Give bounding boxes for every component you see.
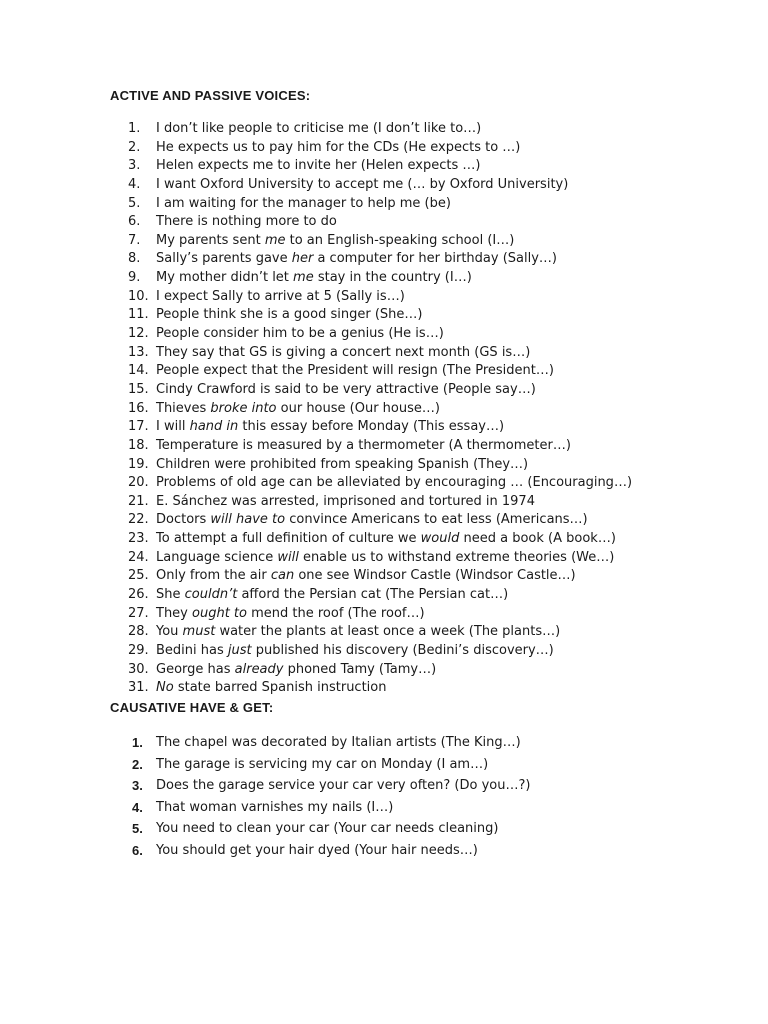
text-segment: I expect Sally to arrive at 5 (Sally is…): [156, 288, 405, 304]
item-text: [156, 493, 535, 512]
item-number: 5.: [132, 821, 143, 837]
item-number: 4.: [128, 176, 141, 192]
item-number: 28.: [128, 624, 149, 640]
item-text: [156, 418, 504, 437]
item-number: 10.: [128, 288, 149, 304]
item-text: [156, 344, 530, 363]
text-segment: People think she is a good singer (She…): [156, 307, 423, 323]
item-number: 19.: [128, 456, 149, 472]
item-text: [156, 567, 576, 586]
text-segment: The garage is servicing my car on Monday (I am…): [156, 756, 489, 772]
item-text: [156, 437, 571, 456]
text-segment: published his discovery (Bedini’s discovery…): [251, 642, 554, 658]
item-number: 3.: [128, 158, 141, 174]
emphasized-text: me: [293, 270, 314, 286]
item-number: 1.: [132, 735, 143, 750]
item-number: 8.: [128, 251, 141, 267]
text-segment: I will: [156, 419, 190, 435]
text-segment: They say that GS is giving a concert next month (GS is…): [156, 344, 531, 360]
section-heading-causative: CAUSATIVE HAVE & GET:: [110, 700, 274, 715]
emphasized-text: must: [182, 624, 216, 640]
text-segment: People expect that the President will resign (The President…): [156, 363, 554, 379]
item-text: [156, 325, 444, 344]
text-segment: I don’t like people to criticise me (I don’t like to…): [156, 121, 482, 136]
text-segment: Does the garage service your car very often? (Do you…?): [156, 778, 531, 794]
item-text: [156, 732, 521, 754]
item-number: 7.: [128, 232, 141, 248]
text-segment: Doctors: [156, 512, 211, 528]
item-text: [156, 586, 508, 605]
text-segment: a computer for her birthday (Sally…): [313, 251, 557, 267]
item-text: [156, 661, 436, 680]
item-number: 26.: [128, 587, 149, 603]
emphasized-text: ought to: [192, 605, 247, 621]
emphasized-text: will have to: [210, 512, 286, 528]
text-segment: one see Windsor Castle (Windsor Castle…): [294, 568, 576, 584]
item-number: 11.: [128, 307, 149, 323]
text-segment: Language science: [156, 549, 278, 565]
text-segment: My parents sent: [156, 232, 265, 248]
item-text: [156, 306, 422, 325]
text-segment: Only from the air: [156, 568, 271, 584]
item-text: [156, 549, 614, 568]
item-number: 16.: [128, 400, 149, 416]
item-number: 15.: [128, 381, 149, 397]
item-number: 22.: [128, 512, 149, 528]
item-number: 31.: [128, 680, 149, 696]
text-segment: enable us to withstand extreme theories (We…): [298, 549, 615, 565]
emphasized-text: would: [420, 531, 460, 547]
emphasized-text: her: [291, 251, 314, 267]
item-number: 6.: [132, 842, 143, 858]
item-text: [156, 818, 498, 840]
text-segment: this essay before Monday (This essay…): [238, 419, 505, 435]
text-segment: Cindy Crawford is said to be very attractive (People say…): [156, 381, 536, 397]
text-segment: Sally’s parents gave: [156, 251, 292, 267]
item-text: [156, 269, 472, 288]
item-text: [156, 775, 530, 797]
item-text: [156, 840, 478, 862]
item-text: [156, 400, 440, 419]
text-segment: to an English-speaking school (I…): [285, 232, 515, 248]
item-number: 25.: [128, 568, 149, 584]
item-text: [156, 605, 425, 624]
item-number: 1.: [128, 121, 141, 136]
text-segment: Temperature is measured by a thermometer (A thermometer…): [156, 437, 571, 453]
text-segment: You need to clean your car (Your car needs cleaning): [156, 821, 499, 837]
text-segment: They: [156, 605, 193, 621]
item-text: [156, 232, 514, 251]
item-text: [156, 797, 393, 819]
text-segment: You should get your hair dyed (Your hair needs…): [156, 842, 478, 858]
item-number: 30.: [128, 661, 149, 677]
item-text: [156, 474, 632, 493]
item-text: [156, 511, 588, 530]
item-number: 21.: [128, 493, 149, 509]
item-text: [156, 679, 386, 698]
emphasized-text: already: [234, 661, 284, 677]
item-text: [156, 456, 528, 475]
item-text: [156, 754, 488, 776]
item-number: 3.: [132, 778, 143, 794]
text-segment: People consider him to be a genius (He is…): [156, 326, 444, 342]
text-segment: stay in the country (I…): [313, 270, 472, 286]
text-segment: mend the roof (The roof…): [246, 605, 425, 621]
item-number: 29.: [128, 642, 149, 658]
item-text: [156, 381, 536, 400]
item-number: 14.: [128, 363, 149, 379]
text-segment: E. Sánchez was arrested, imprisoned and tortured in 1974: [156, 493, 535, 509]
text-segment: need a book (A book…): [459, 531, 616, 547]
item-number: 5.: [128, 195, 141, 211]
text-segment: our house (Our house…): [276, 400, 440, 416]
item-text: [156, 623, 560, 642]
item-number: 24.: [128, 549, 149, 565]
item-number: 18.: [128, 437, 149, 453]
text-segment: water the plants at least once a week (The plants…): [215, 624, 561, 640]
emphasized-text: can: [270, 568, 295, 584]
text-segment: state barred Spanish instruction: [173, 680, 387, 696]
item-text: [156, 139, 520, 158]
text-segment: Children were prohibited from speaking Spanish (They…): [156, 456, 529, 472]
text-segment: Problems of old age can be alleviated by encouraging … (Encouraging…): [156, 475, 633, 491]
item-number: 6.: [128, 214, 141, 230]
text-segment: He expects us to pay him for the CDs (He expects to …): [156, 139, 521, 155]
item-number: 9.: [128, 270, 141, 286]
item-number: 17.: [128, 419, 149, 435]
text-segment: My mother didn’t let: [156, 270, 294, 286]
item-text: [156, 250, 557, 269]
item-text: [156, 157, 480, 176]
text-segment: That woman varnishes my nails (I…): [156, 799, 394, 815]
text-segment: convince Americans to eat less (Americans…): [285, 512, 588, 528]
item-number: 13.: [128, 344, 149, 360]
item-number: 23.: [128, 531, 149, 547]
item-number: 12.: [128, 326, 149, 342]
text-segment: I am waiting for the manager to help me (be): [156, 195, 451, 211]
text-segment: You: [156, 624, 183, 640]
item-number: 2.: [132, 756, 143, 772]
emphasized-text: just: [227, 642, 252, 658]
emphasized-text: broke into: [210, 400, 277, 416]
item-number: 2.: [128, 139, 141, 155]
text-segment: To attempt a full definition of culture we: [156, 531, 421, 547]
emphasized-text: will: [277, 549, 299, 565]
emphasized-text: couldn’t: [184, 587, 238, 603]
item-text: [156, 362, 554, 381]
text-segment: There is nothing more to do: [156, 214, 337, 230]
text-segment: The chapel was decorated by Italian artists (The King…): [156, 735, 521, 750]
item-text: [156, 530, 616, 549]
item-number: 27.: [128, 605, 149, 621]
emphasized-text: me: [264, 232, 286, 248]
item-text: [156, 213, 337, 232]
text-segment: George has: [156, 661, 235, 677]
section-heading-active-passive: ACTIVE AND PASSIVE VOICES:: [110, 88, 311, 103]
text-segment: Thieves: [156, 400, 211, 416]
text-segment: phoned Tamy (Tamy…): [283, 661, 437, 677]
emphasized-text: hand in: [189, 419, 239, 435]
text-segment: She: [156, 587, 185, 603]
item-text: [156, 642, 554, 661]
item-text: [156, 288, 405, 307]
text-segment: I want Oxford University to accept me (… by Oxford University): [156, 176, 569, 192]
item-number: 20.: [128, 475, 149, 491]
text-segment: Bedini has: [156, 642, 228, 658]
text-segment: afford the Persian cat (The Persian cat…): [237, 587, 509, 603]
item-text: [156, 195, 451, 214]
item-text: [156, 176, 568, 195]
item-number: 4.: [132, 799, 143, 815]
text-segment: Helen expects me to invite her (Helen expects …): [156, 158, 481, 174]
emphasized-text: No: [156, 680, 174, 696]
item-text: [156, 120, 481, 139]
